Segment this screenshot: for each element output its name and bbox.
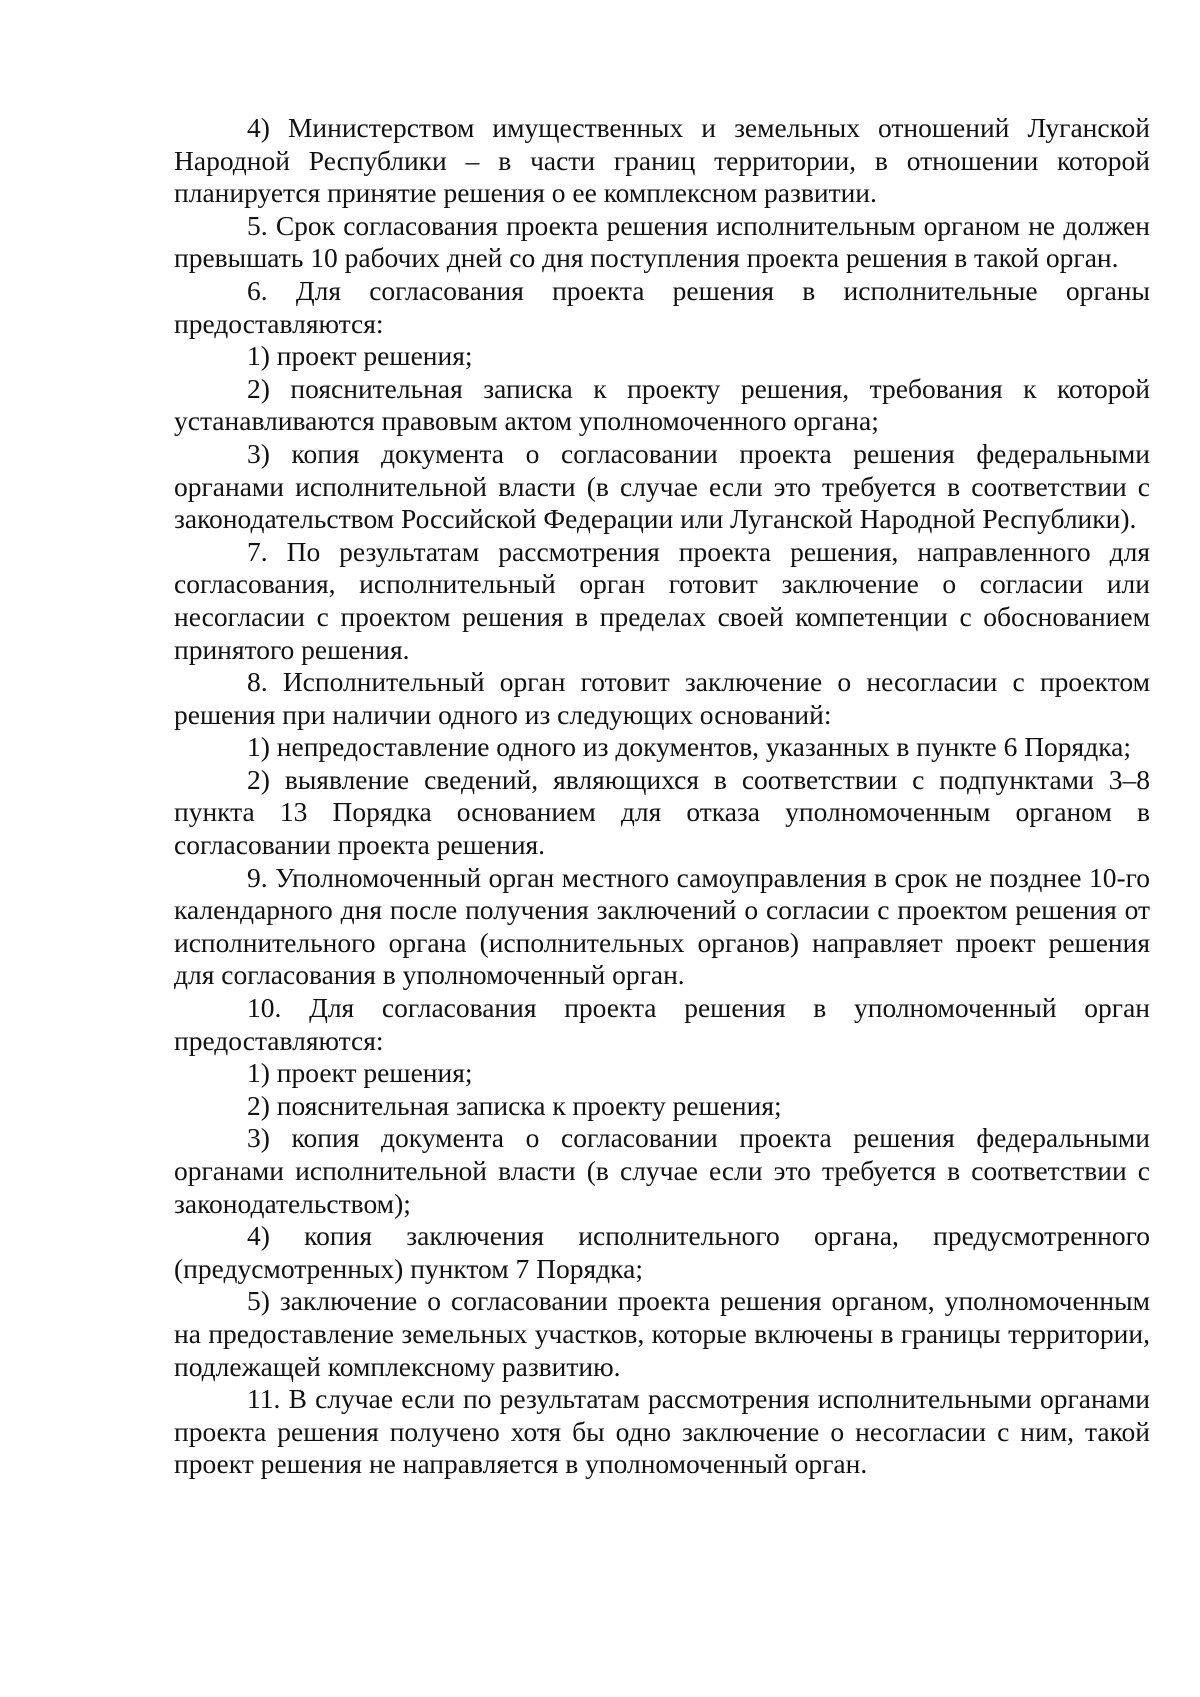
paragraph-9-local-authority: 9. Уполномоченный орган местного самоуправления в срок не позднее 10-го календарного дня после получения заключений о согласии с проектом решения от исполнительного органа (исполнительных органов) направляет проект решения для согласования в уполномоченный орган.: [174, 861, 1150, 991]
paragraph-10-item-3: 3) копия документа о согласовании проекта решения федеральными органами исполнительной власти (в случае если это требуется в соответствии с законодательством);: [174, 1122, 1150, 1219]
paragraph-6-item-2: 2) пояснительная записка к проекту решения, требования к которой устанавливаются правовым актом уполномоченного органа;: [174, 372, 1150, 437]
paragraph-5-approval-term: 5. Срок согласования проекта решения исполнительным органом не должен превышать 10 рабочих дней со дня поступления проекта решения в такой орган.: [174, 209, 1150, 274]
paragraph-10-documents: 10. Для согласования проекта решения в уполномоченный орган предоставляются:: [174, 992, 1150, 1056]
paragraph-10-item-2: 2) пояснительная записка к проекту решения;: [247, 1089, 782, 1121]
paragraph-8-disagreement: 8. Исполнительный орган готовит заключение о несогласии с проектом решения при наличии одного из следующих оснований:: [174, 666, 1150, 730]
paragraph-10-item-4: 4) копия заключения исполнительного органа, предусмотренного (предусмотренных) пунктом 7 Порядка;: [174, 1220, 1150, 1284]
paragraph-6-item-1: 1) проект решения;: [247, 340, 473, 372]
paragraph-8-item-2: 2) выявление сведений, являющихся в соответствии с подпунктами 3–8 пункта 13 Порядка основанием для отказа уполномоченным органом в согласовании проекта решения.: [174, 763, 1150, 861]
document-page: [174, 112, 1150, 1481]
paragraph-8-item-1: 1) непредоставление одного из документов, указанных в пункте 6 Порядка;: [247, 731, 1131, 763]
paragraph-6-item-3: 3) копия документа о согласовании проекта решения федеральными органами исполнительной власти (в случае если это требуется в соответствии с законодательством Российской Федерации или Луганской Народной Республики).: [174, 437, 1150, 535]
paragraph-10-item-1: 1) проект решения;: [247, 1057, 473, 1089]
paragraph-10-item-5: 5) заключение о согласовании проекта решения органом, уполномоченным на предоставление земельных участков, которые включены в границы территории, подлежащей комплексному развитию.: [174, 1285, 1150, 1382]
paragraph-item-4-ministry: 4) Министерством имущественных и земельных отношений Луганской Народной Республики – в части границ территории, в отношении которой планируется принятие решения о ее комплексном развитии.: [174, 112, 1150, 209]
paragraph-6-documents: 6. Для согласования проекта решения в исполнительные органы предоставляются:: [174, 274, 1150, 339]
paragraph-7-conclusion: 7. По результатам рассмотрения проекта решения, направленного для согласования, исполнительный орган готовит заключение о согласии или несогласии с проектом решения в пределах своей компетенции с обоснованием принятого решения.: [174, 535, 1150, 665]
paragraph-11-rejection: 11. В случае если по результатам рассмотрения исполнительными органами проекта решения получено хотя бы одно заключение о несогласии с ним, такой проект решения не направляется в уполномоченный орган.: [174, 1383, 1150, 1480]
